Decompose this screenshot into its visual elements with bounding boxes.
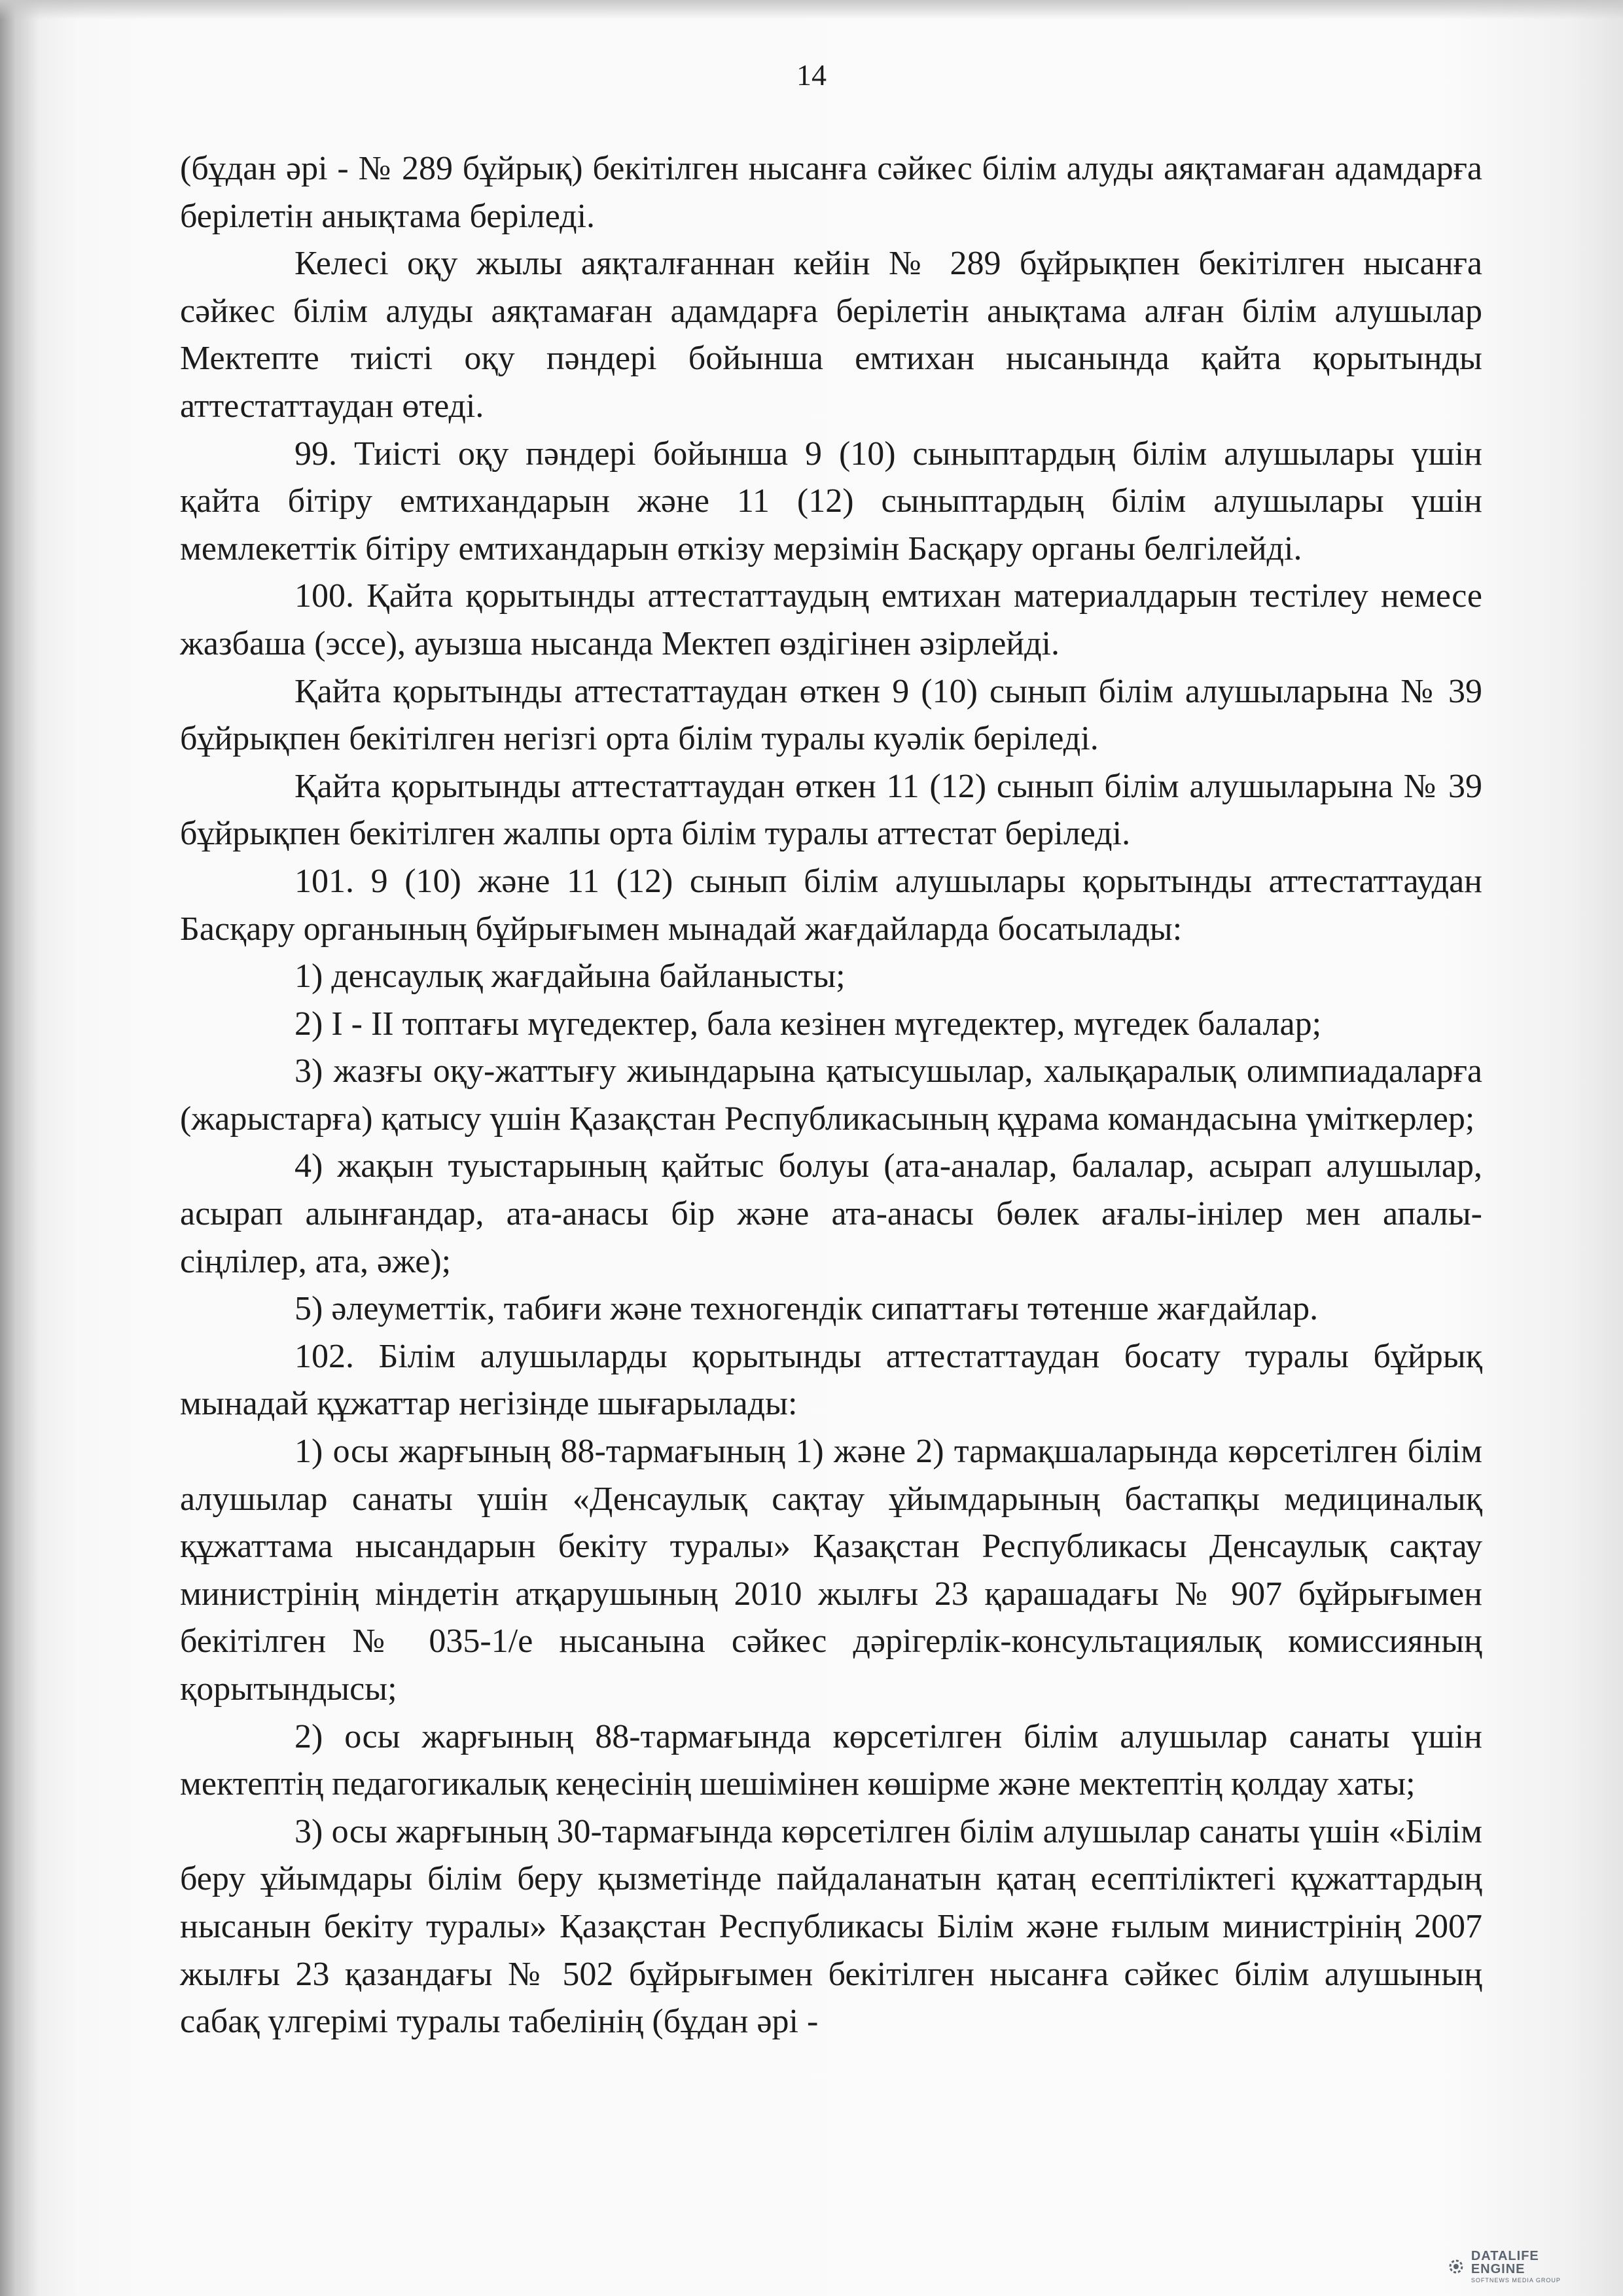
- document-body: [180, 145, 1482, 2046]
- list-item: 2) I - II топтағы мүгедектер, бала кезінен мүгедектер, мүгедек балалар;: [294, 1005, 1322, 1043]
- watermark-title: DATALIFE ENGINE: [1471, 2249, 1539, 2276]
- binding-shadow: [0, 0, 39, 2296]
- paragraph-continuation: (бұдан әрі - № 289 бұйрық) бекітілген нысанға сәйкес білім алуды аяқтамаған адамдарға берілетін анықтама беріледі.: [180, 150, 1482, 235]
- top-edge-shadow: [0, 0, 1623, 20]
- list-item: 4) жақын туыстарының қайтыс болуы (ата-аналар, балалар, асырап алушылар, асырап алынғандар, ата-анасы бір және ата-анасы бөлек ағалы-інілер мен апалы-сіңлілер, ата, әже);: [180, 1147, 1482, 1280]
- paragraph: Келесі оқу жылы аяқталғаннан кейін № 289 бұйрықпен бекітілген нысанға сәйкес білім алуды аяқтамаған адамдарға берілетін анықтама алған білім алушылар Мектепте тиісті оқу пәндері бойынша емтихан нысанында қайта қорытынды аттестаттаудан өтеді.: [180, 245, 1482, 425]
- list-item: 3) жазғы оқу-жаттығу жиындарына қатысушылар, халықаралық олимпиадаларға (жарыстарға) қатысу үшін Қазақстан Республикасының құрама командасына үміткерлер;: [180, 1052, 1482, 1138]
- list-item: 5) әлеуметтік, табиғи және техногендік сипаттағы төтенше жағдайлар.: [294, 1290, 1319, 1328]
- paragraph: Қайта қорытынды аттестаттаудан өткен 9 (10) сынып білім алушыларына № 39 бұйрықпен бекітілген негізгі орта білім туралы куәлік беріледі.: [180, 672, 1482, 758]
- list-item: 1) денсаулық жағдайына байланысты;: [294, 958, 846, 996]
- watermark: [1446, 2251, 1597, 2282]
- list-item: 1) осы жарғының 88-тармағының 1) және 2) тармақшаларында көрсетілген білім алушылар санаты үшін «Денсаулық сақтау ұйымдарының бастапқы медициналық құжаттама нысандарын бекіту туралы» Қазақстан Республикасы Денсаулық сақтау министрінің міндетін атқарушының 2010 жылғы 23 қарашадағы № 907 бұйрығымен бекітілген № 035-1/е нысанына сәйкес дәрігерлік-консультациялық комиссияның қорытындысы;: [180, 1433, 1482, 1708]
- list-item: 2) осы жарғының 88-тармағында көрсетілген білім алушылар санаты үшін мектептің педагогикалық кеңесінің шешімінен көшірме және мектептің қолдау хаты;: [180, 1717, 1482, 1803]
- watermark-subtitle: SOFTNEWS MEDIA GROUP: [1471, 2277, 1561, 2284]
- paragraph-102: 102. Білім алушыларды қорытынды аттестаттаудан босату туралы бұйрық мынадай құжаттар негізінде шығарылады:: [180, 1337, 1482, 1423]
- paragraph-99: 99. Тиісті оқу пәндері бойынша 9 (10) сыныптардың білім алушылары үшін қайта бітіру емтихандарын және 11 (12) сыныптардың білім алушылары үшін мемлекеттік бітіру емтихандарын өткізу мерзімін Басқару органы белгілейді.: [180, 435, 1482, 567]
- page-number: 14: [796, 58, 827, 92]
- gear-logo-icon: [1446, 2257, 1466, 2276]
- paragraph: Қайта қорытынды аттестаттаудан өткен 11 (12) сынып білім алушыларына № 39 бұйрықпен бекітілген жалпы орта білім туралы аттестат беріледі.: [180, 767, 1482, 853]
- paragraph-101: 101. 9 (10) және 11 (12) сынып білім алушылары қорытынды аттестаттаудан Басқару органының бұйрығымен мынадай жағдайларда босатылады:: [180, 862, 1482, 948]
- paragraph-100: 100. Қайта қорытынды аттестаттаудың емтихан материалдарын тестілеу немесе жазбаша (эссе), ауызша нысанда Мектеп өздігінен әзірлейді.: [180, 577, 1482, 662]
- list-item: 3) осы жарғының 30-тармағында көрсетілген білім алушылар санаты үшін «Білім беру ұйымдары білім беру қызметінде пайдаланатын қатаң есептіліктегі құжаттардың нысанын бекіту туралы» Қазақстан Республикасы Білім және ғылым министрінің 2007 жылғы 23 қазандағы № 502 бұйрығымен бекітілген нысанға сәйкес білім алушының сабақ үлгерімі туралы табелінің (бұдан әрі -: [180, 1812, 1482, 2041]
